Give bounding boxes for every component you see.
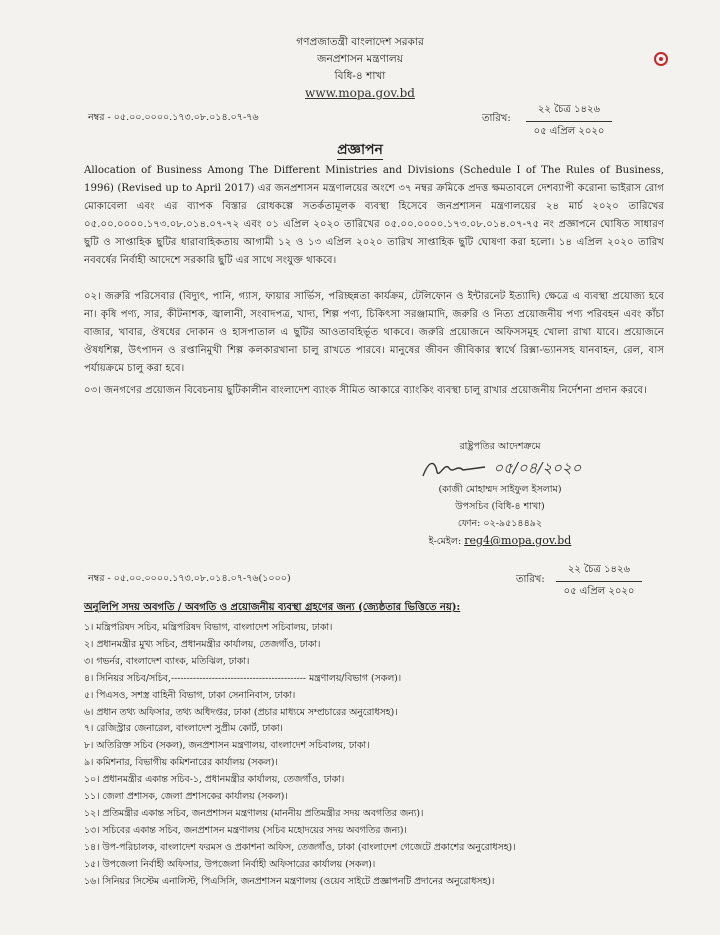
email-link[interactable]: reg4@mopa.gov.bd: [464, 534, 572, 547]
signature-scribble-icon: [419, 458, 489, 480]
email-label: ই-মেইল:: [428, 536, 462, 547]
list-item: ১৩। সচিবের একান্ত সচিব, জনপ্রশাসন মন্ত্রণালয় (সচিব মহোদয়ের সদয় অবগতির জন্য)।: [84, 824, 407, 836]
section-name: বিধি-৪ শাখা: [334, 70, 386, 82]
date-label: তারিখ:: [482, 113, 511, 124]
list-item: ১। মন্ত্রিপরিষদ সচিব, মন্ত্রিপরিষদ বিভাগ, বাংলাদেশ সচিবালয়, ঢাকা।: [84, 622, 333, 633]
govt-name: গণপ্রজাতন্ত্রী বাংলাদেশ সরকার: [296, 36, 424, 48]
signatory-phone: ফোন: ০২-৯৫১৪৪৯২: [457, 518, 543, 529]
signatory-name: (কাজী মোহাম্মদ সাইফুল ইসলাম): [438, 484, 562, 495]
list-item: ১১। জেলা প্রশাসক, জেলা প্রশাসকের কার্যালয় (সকল)।: [84, 791, 288, 803]
signatory-email: [400, 532, 600, 550]
signature-block: [400, 438, 600, 550]
list-item: ৭। রেজিস্ট্রার জেনারেল, বাংলাদেশ সুপ্রীম কোর্ট, ঢাকা।: [84, 723, 283, 735]
copies-list: [84, 620, 674, 891]
list-item: ১৫। উপজেলা নির্বাহী অফিসার, উপজেলা নির্বাহী অফিসারের কার্যালয় (সকল)।: [84, 858, 376, 870]
memo-date: [526, 102, 612, 141]
paragraph-3: ০৩। জনগণের প্রয়োজন বিবেচনায় ছুটিকালীন বাংলাদেশ ব্যাংক সীমিত আকারে ব্যাংকিং ব্যবস্থা চালু রাখার প্রয়োজনীয় নির্দেশনা প্রদান করবে।: [84, 385, 647, 396]
handwritten-signature: [400, 455, 600, 481]
list-item: ৮। অতিরিক্ত সচিব (সকল), জনপ্রশাসন মন্ত্রণালয়, বাংলাদেশ সচিবালয়, ঢাকা।: [84, 740, 370, 752]
list-item: ৯। কমিশনার, বিভাগীয় কমিশনারের কার্যালয় (সকল)।: [84, 757, 278, 769]
list-item: ৫। পিএসও, সশস্ত্র বাহিনী বিভাগ, ঢাকা সেনানিবাস, ঢাকা।: [84, 689, 296, 701]
ministry-name: জনপ্রশাসন মন্ত্রণালয়: [317, 53, 403, 65]
page-title: প্রজ্ঞাপন: [337, 142, 383, 158]
date-bengali: ২২ চৈত্র ১৪২৬: [526, 102, 612, 122]
letterhead: [0, 34, 720, 102]
paragraph-1: Allocation of Business Among The Different Ministries and Divisions (Schedule I of The Rules of Business, 1996) (Revised up to April 2017) এর জনপ্রশাসন মন্ত্রণালয়ের অংশে ৩৭ নম্বর ক্রমিকে প্রদত্ত ক্ষমতাবলে দেশব্যাপী করোনা ভাইরাস রোগ মোকাবেলা এবং এর ব্যাপক বিস্তার রোধকল্পে সতর্কতামূলক ব্যবস্থা হিসেবে জনপ্রশাসন মন্ত্রণালয়ের ২৪ মার্চ ২০২০ তারিখের ০৫.০০.০০০০.১৭৩.০৮.০১৪.০৭-৭২ এবং ০১ এপ্রিল ২০২০ তারিখের ০৫.০০.০০০০.১৭৩.০৮.০১৪.০৭-৭৫ নং প্রজ্ঞাপনে ঘোষিত সাধারণ ছুটি ও সাপ্তাহিক ছুটির ধারাবাহিকতায় আগামী ১২ ও ১৩ এপ্রিল ২০২০ তারিখ সাপ্তাহিক ছুটি ঘোষণা করা হলো। ১৪ এপ্রিল ২০২০ তারিখ নববর্ষের নির্বাহী আদেশে সরকারি ছুটি এর সাথে সংযুক্ত থাকবে।: [84, 165, 664, 266]
date-english-copy: ০৫ এপ্রিল ২০২০: [563, 586, 635, 597]
memo-number: নম্বর - ০৫.০০.০০০০.১৭৩.০৮.০১৪.০৭-৭৬: [88, 112, 259, 123]
copies-heading: অনুলিপি সদয় অবগতি / অবগতি ও প্রয়োজনীয় ব্যবস্থা গ্রহণের জন্য (জ্যেষ্ঠতার ভিত্তিতে নয়):: [84, 602, 461, 613]
list-item: ৬। প্রধান তথ্য অফিসার, তথ্য অধিদপ্তর, ঢাকা (প্রচার মাধ্যমে সম্প্রচারের অনুরোধসহ)।: [84, 706, 398, 718]
list-item: ৪। সিনিয়র সচিব/সচিব,------------------------------------------- মন্ত্রণালয়/বিভাগ (সকল)।: [84, 672, 402, 684]
list-item: ৩। গভর্নর, বাংলাদেশ ব্যাংক, মতিঝিল, ঢাকা।: [84, 655, 250, 667]
signature-date: ০৫/০৪/২০২০: [493, 459, 582, 477]
website-link[interactable]: www.mopa.gov.bd: [305, 86, 415, 100]
date-label-copy: তারিখ:: [516, 574, 545, 585]
date-bengali-copy: ২২ চৈত্র ১৪২৬: [556, 562, 642, 582]
memo-number-copy: নম্বর - ০৫.০০.০০০০.১৭৩.০৮.০১৪.০৭-৭৬(১০০০): [88, 573, 291, 584]
list-item: ১০। প্রধানমন্ত্রীর একান্ত সচিব-১, প্রধানমন্ত্রীর কার্যালয়, তেজগাঁও, ঢাকা।: [84, 774, 345, 786]
list-item: ২। প্রধানমন্ত্রীর মুখ্য সচিব, প্রধানমন্ত্রীর কার্যালয়, তেজগাঁও, ঢাকা।: [84, 638, 321, 650]
list-item: ১২। প্রতিমন্ত্রীর একান্ত সচিব, জনপ্রশাসন মন্ত্রণালয় (মাননীয় প্রতিমন্ত্রীর সদয় অবগতির জন্য)।: [84, 807, 424, 819]
order-line: রাষ্ট্রপতির আদেশক্রমে: [459, 441, 541, 452]
date-english: ০৫ এপ্রিল ২০২০: [533, 126, 605, 137]
signatory-designation: উপসচিব (বিধি-৪ শাখা): [455, 501, 545, 512]
seal-icon: [654, 52, 668, 66]
memo-date-copy: [556, 562, 642, 601]
list-item: ১৬। সিনিয়র সিস্টেম এনালিস্ট, পিএসিসি, জনপ্রশাসন মন্ত্রণালয় (ওয়েব সাইটে প্রজ্ঞাপনটি প্রদানের অনুরোধসহ)।: [84, 875, 495, 887]
list-item: ১৪। উপ-পরিচালক, বাংলাদেশ ফরমস ও প্রকাশনা অফিস, তেজগাঁও, ঢাকা (বাংলাদেশ গেজেটে প্রকাশের অনুরোধসহ)।: [84, 841, 516, 853]
paragraph-2: ০২। জরুরি পরিসেবার (বিদ্যুৎ, পানি, গ্যাস, ফায়ার সার্ভিস, পরিচ্ছন্নতা কার্যক্রম, টেলিফোন ও ইন্টারনেট ইত্যাদি) ক্ষেত্রে এ ব্যবস্থা প্রযোজ্য হবে না। কৃষি পণ্য, সার, কীটনাশক, জ্বালানী, সংবাদপত্র, খাদ্য, শিল্প পণ্য, চিকিৎসা সরঞ্জামাদি, জরুরি ও নিত্য প্রয়োজনীয় পণ্য পরিবহন এবং কাঁচা বাজার, খাবার, ঔষধের দোকান ও হাসপাতাল এ ছুটির আওতাবহির্ভূত থাকবে। জরুরি প্রয়োজনে অফিসসমূহ খোলা রাখা যাবে। প্রয়োজনে ঔষধশিল্প, উৎপাদন ও রপ্তানিমুখী শিল্প কলকারখানা চালু রাখতে পারবে। মানুষের জীবন জীবিকার স্বার্থে রিক্সা-ভ্যানসহ যানবাহন, রেল, বাস পর্যায়ক্রমে চালু করা হবে।: [84, 291, 664, 374]
